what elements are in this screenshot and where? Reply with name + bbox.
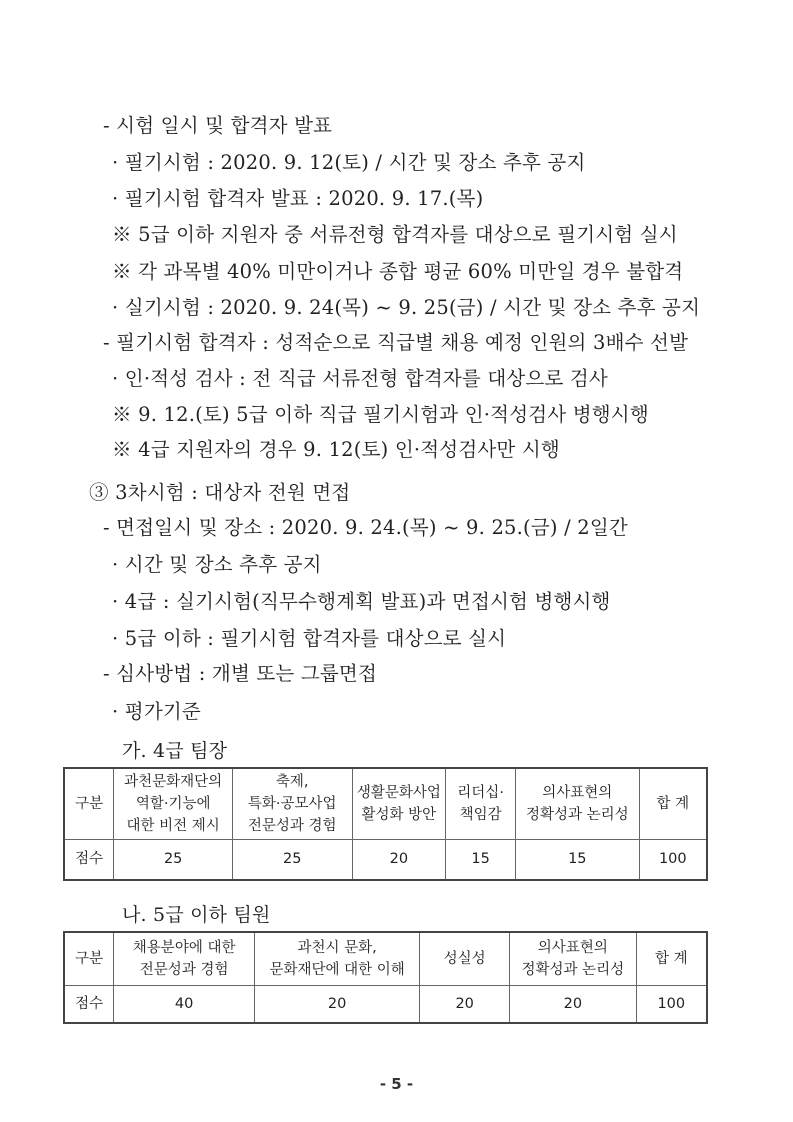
table2-title: 나. 5급 이하 팀원 — [122, 904, 271, 926]
score-cell: 40 — [114, 985, 255, 1023]
grade4-evaluation-table — [63, 767, 708, 881]
score-cell: 25 — [232, 840, 352, 880]
header-cell: 의사표현의 정확성과 논리성 — [516, 768, 640, 840]
bullet-grade5-interview: · 5급 이하 : 필기시험 합격자를 대상으로 실시 — [112, 627, 507, 650]
table-header-row — [64, 932, 707, 985]
score-cell: 25 — [114, 840, 233, 880]
score-cell: 20 — [510, 985, 637, 1023]
bullet-practical-exam: · 실기시험 : 2020. 9. 24(목) ~ 9. 25(금) / 시간 및 장소 추후 공지 — [112, 296, 701, 319]
bullet-evaluation-criteria: · 평가기준 — [112, 700, 201, 723]
section-heading-written-pass: - 필기시험 합격자 : 성적순으로 직급별 채용 예정 인원의 3배수 선발 — [103, 331, 689, 354]
score-cell: 20 — [352, 840, 446, 880]
bullet-grade4-interview: · 4급 : 실기시험(직무수행계획 발표)과 면접시험 병행시행 — [112, 590, 611, 613]
total-cell: 100 — [639, 840, 707, 880]
section-heading-interview: ③ 3차시험 : 대상자 전원 면접 — [89, 481, 351, 504]
header-cell: 의사표현의 정확성과 논리성 — [510, 932, 637, 985]
score-cell: 20 — [420, 985, 510, 1023]
header-cell: 리더십· 책임감 — [446, 768, 516, 840]
header-cell: 합 계 — [639, 768, 707, 840]
header-cell: 과천문화재단의 역할·기능에 대한 비전 제시 — [114, 768, 233, 840]
note-fail-criteria: ※ 각 과목별 40% 미만이거나 종합 평균 60% 미만일 경우 불합격 — [112, 260, 684, 283]
bullet-written-result: · 필기시험 합격자 발표 : 2020. 9. 17.(목) — [112, 187, 484, 210]
row-label-cell: 점수 — [64, 985, 114, 1023]
table-header-row — [64, 768, 707, 840]
header-cell: 합 계 — [636, 932, 707, 985]
grade5-evaluation-table — [63, 931, 708, 1024]
bullet-aptitude-test: · 인·적성 검사 : 전 직급 서류전형 합격자를 대상으로 검사 — [112, 367, 608, 390]
header-cell: 구분 — [64, 768, 114, 840]
header-cell: 성실성 — [420, 932, 510, 985]
score-cell: 15 — [446, 840, 516, 880]
score-cell: 20 — [254, 985, 419, 1023]
total-cell: 100 — [636, 985, 707, 1023]
interview-schedule: - 면접일시 및 장소 : 2020. 9. 24.(목) ~ 9. 25.(금) / 2일간 — [103, 516, 628, 539]
bullet-written-exam: · 필기시험 : 2020. 9. 12(토) / 시간 및 장소 추후 공지 — [112, 151, 586, 174]
score-cell: 15 — [516, 840, 640, 880]
note-concurrent-exam: ※ 9. 12.(토) 5급 이하 직급 필기시험과 인·적성검사 병행시행 — [112, 403, 649, 426]
note-grade4-aptitude: ※ 4급 지원자의 경우 9. 12(토) 인·적성검사만 시행 — [112, 438, 560, 461]
note-written-target: ※ 5급 이하 지원자 중 서류전형 합격자를 대상으로 필기시험 실시 — [112, 223, 678, 246]
table-row — [64, 985, 707, 1023]
page-number: - 5 - — [379, 1075, 414, 1093]
header-cell: 생활문화사업 활성화 방안 — [352, 768, 446, 840]
section-heading-exam-schedule: - 시험 일시 및 합격자 발표 — [103, 114, 333, 137]
table1-title: 가. 4급 팀장 — [122, 740, 228, 762]
header-cell: 과천시 문화, 문화재단에 대한 이해 — [254, 932, 419, 985]
header-cell: 채용분야에 대한 전문성과 경험 — [114, 932, 255, 985]
header-cell: 축제, 특화·공모사업 전문성과 경험 — [232, 768, 352, 840]
bullet-time-place: · 시간 및 장소 추후 공지 — [112, 553, 322, 576]
row-label-cell: 점수 — [64, 840, 114, 880]
table-row — [64, 840, 707, 880]
review-method: - 심사방법 : 개별 또는 그룹면접 — [103, 662, 377, 685]
header-cell: 구분 — [64, 932, 114, 985]
